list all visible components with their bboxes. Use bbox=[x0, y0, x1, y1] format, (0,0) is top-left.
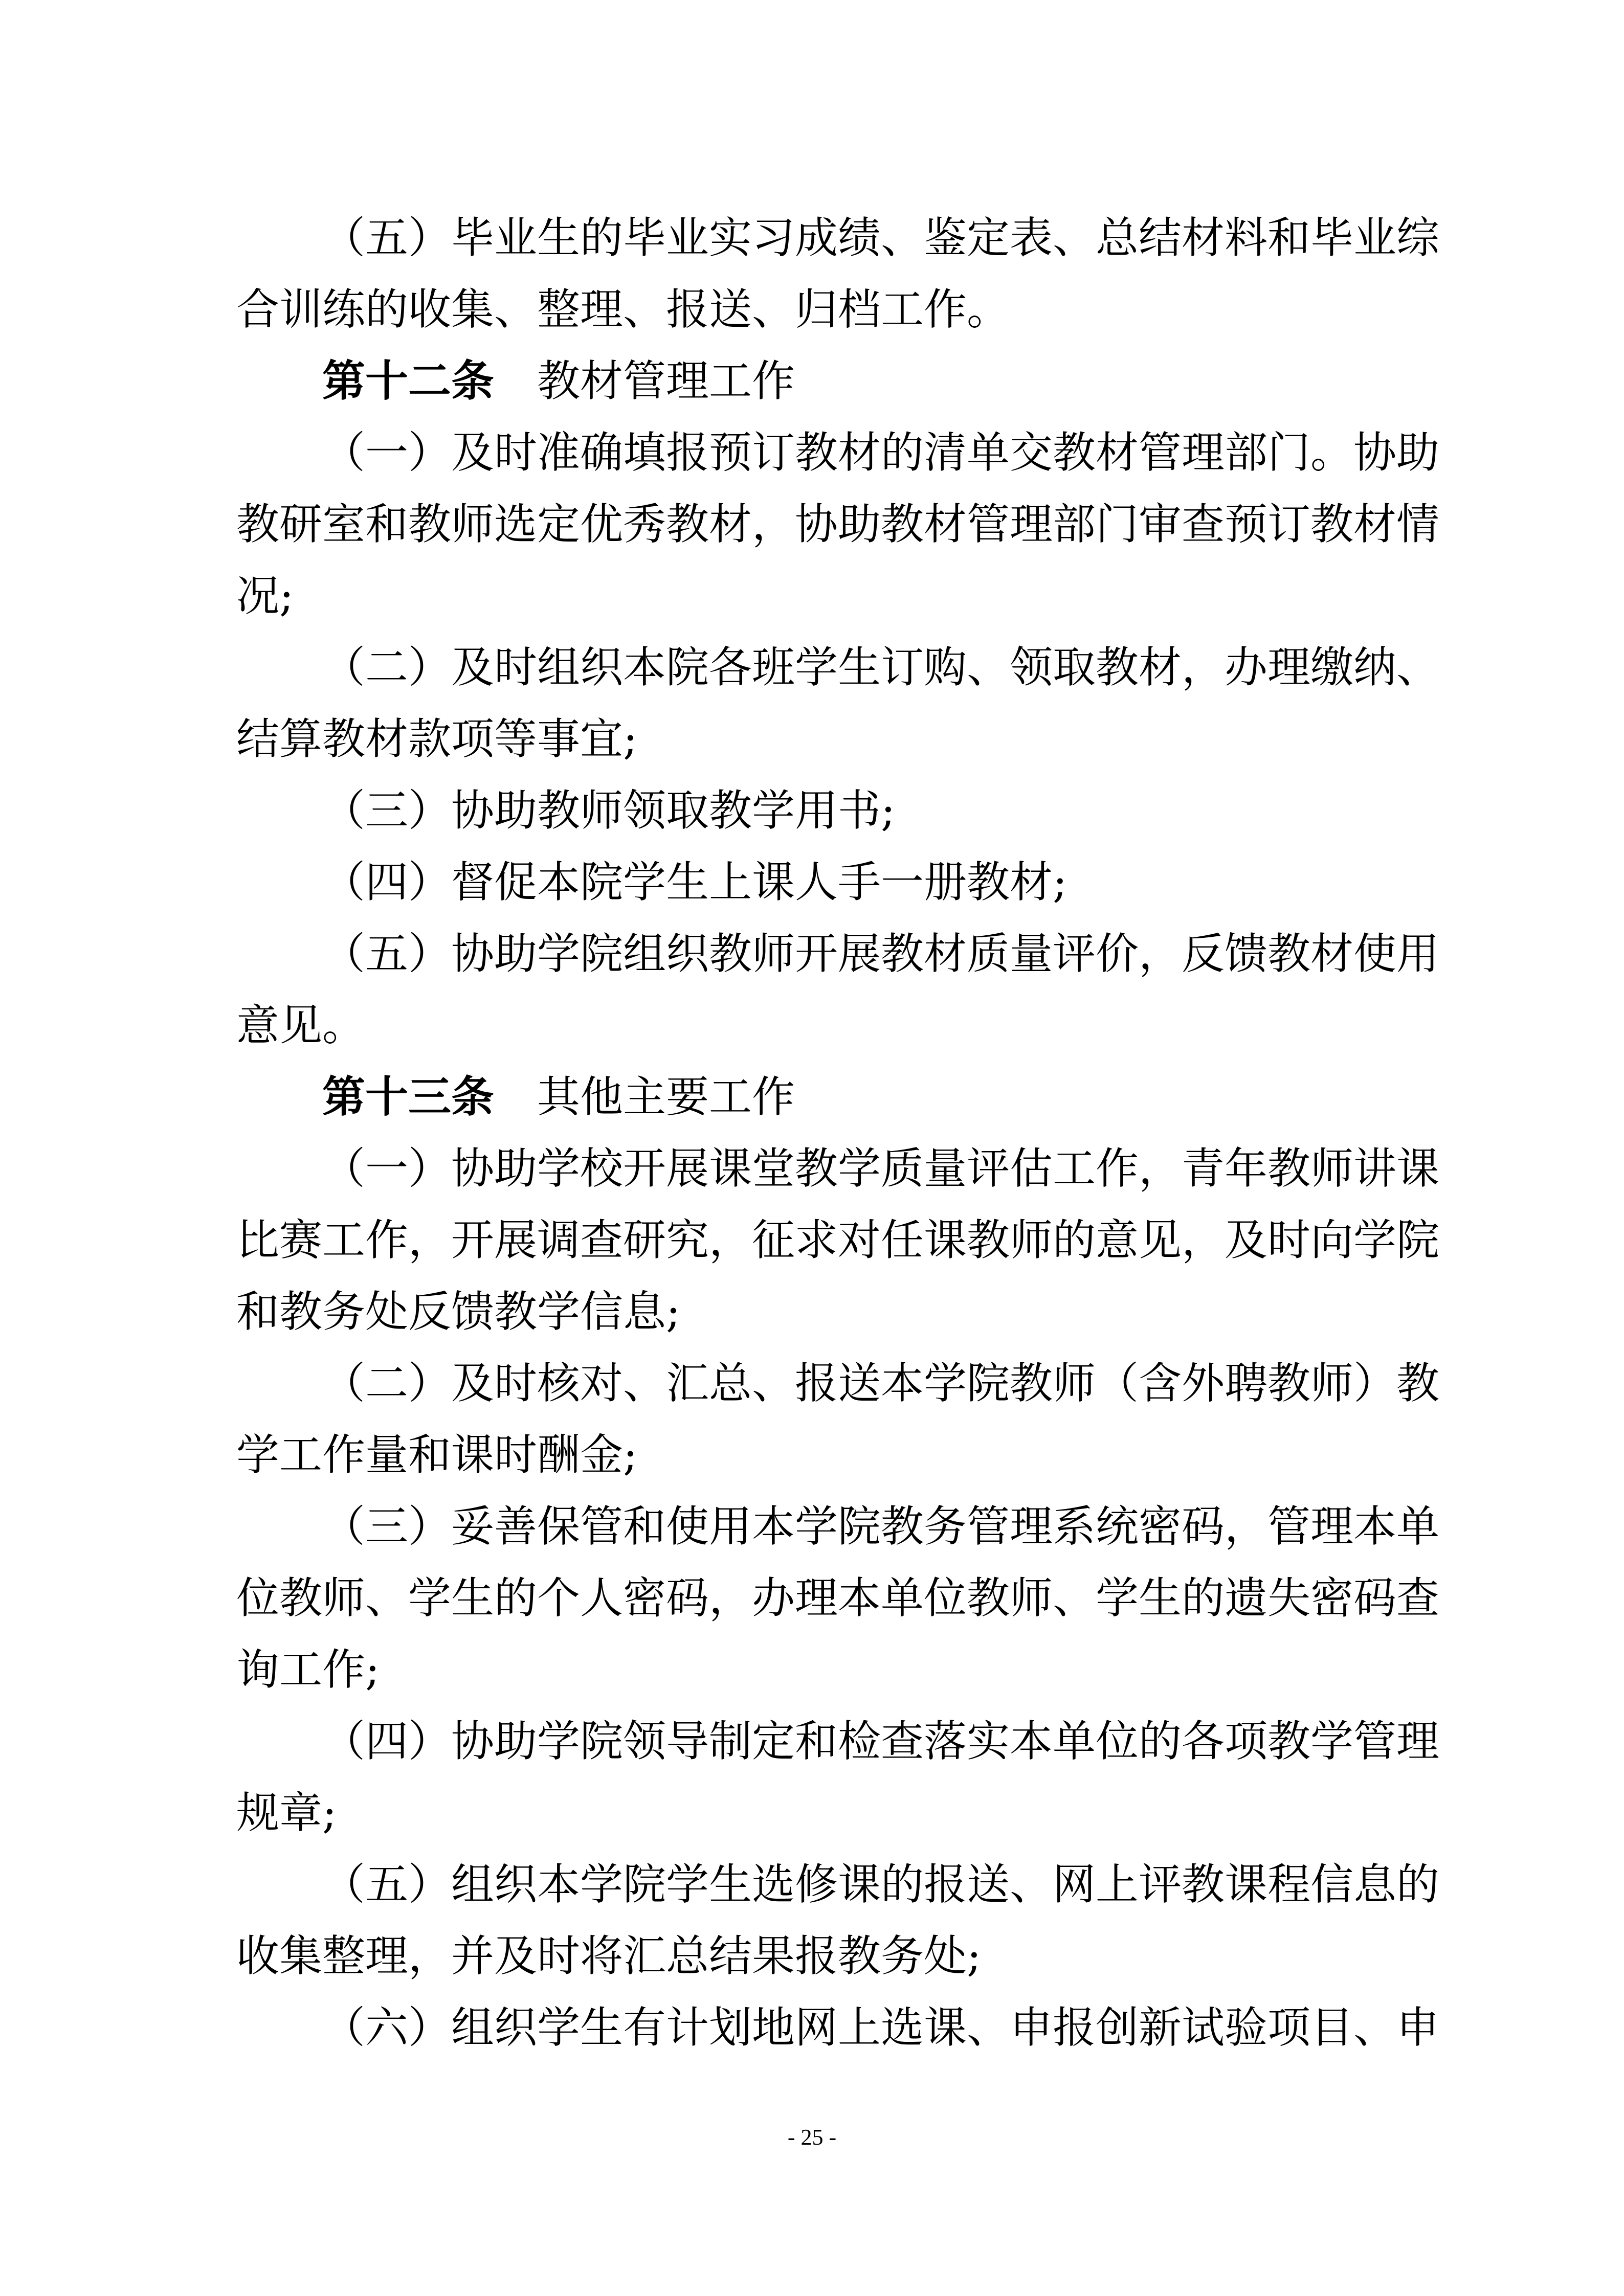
paragraph-line: （一）及时准确填报预订教材的清单交教材管理部门。协助 bbox=[322, 427, 1440, 478]
paragraph-line: 和教务处反馈教学信息; bbox=[236, 1287, 681, 1337]
paragraph-line: 教研室和教师选定优秀教材，协助教材管理部门审查预订教材情 bbox=[236, 499, 1440, 549]
article-title: 教材管理工作 bbox=[537, 356, 795, 406]
paragraph-line: （五）组织本学院学生选修课的报送、网上评教课程信息的 bbox=[322, 1859, 1440, 1909]
paragraph-line: 规章; bbox=[236, 1788, 337, 1838]
paragraph-line: 位教师、学生的个人密码，办理本单位教师、学生的遗失密码查 bbox=[236, 1573, 1440, 1623]
paragraph-line: 合训练的收集、整理、报送、归档工作。 bbox=[236, 284, 1010, 334]
paragraph-line: （五）协助学院组织教师开展教材质量评价，反馈教材使用 bbox=[322, 929, 1440, 979]
article-title: 其他主要工作 bbox=[537, 1072, 795, 1122]
paragraph-line: 比赛工作，开展调查研究，征求对任课教师的意见，及时向学院 bbox=[236, 1215, 1440, 1265]
article-number: 第十三条 bbox=[322, 1072, 495, 1122]
paragraph-line: 结算教材款项等事宜; bbox=[236, 714, 638, 764]
page-number: - 25 - bbox=[787, 2125, 837, 2150]
paragraph-line: （三）妥善保管和使用本学院教务管理系统密码，管理本单 bbox=[322, 1501, 1440, 1551]
paragraph-line: （四）协助学院领导制定和检查落实本单位的各项教学管理 bbox=[322, 1716, 1440, 1766]
paragraph-line: （二）及时核对、汇总、报送本学院教师（含外聘教师）教 bbox=[322, 1358, 1440, 1408]
article-heading bbox=[322, 355, 795, 407]
paragraph-line: （四）督促本院学生上课人手一册教材; bbox=[322, 857, 1067, 907]
paragraph-line: （一）协助学校开展课堂教学质量评估工作，青年教师讲课 bbox=[322, 1143, 1440, 1194]
paragraph-line: 收集整理，并及时将汇总结果报教务处; bbox=[236, 1931, 982, 1981]
paragraph-line: 况; bbox=[236, 571, 294, 621]
paragraph-line: 学工作量和课时酬金; bbox=[236, 1430, 638, 1480]
paragraph-line: （二）及时组织本院各班学生订购、领取教材，办理缴纳、 bbox=[322, 642, 1440, 692]
paragraph-line: 意见。 bbox=[236, 1000, 366, 1050]
article-heading bbox=[322, 1071, 795, 1122]
paragraph-line: （六）组织学生有计划地网上选课、申报创新试验项目、申 bbox=[322, 2002, 1440, 2053]
paragraph-line: 询工作; bbox=[236, 1645, 380, 1695]
paragraph-line: （三）协助教师领取教学用书; bbox=[322, 785, 896, 836]
paragraph-line: （五）毕业生的毕业实习成绩、鉴定表、总结材料和毕业综 bbox=[322, 213, 1440, 263]
article-number: 第十二条 bbox=[322, 356, 495, 406]
